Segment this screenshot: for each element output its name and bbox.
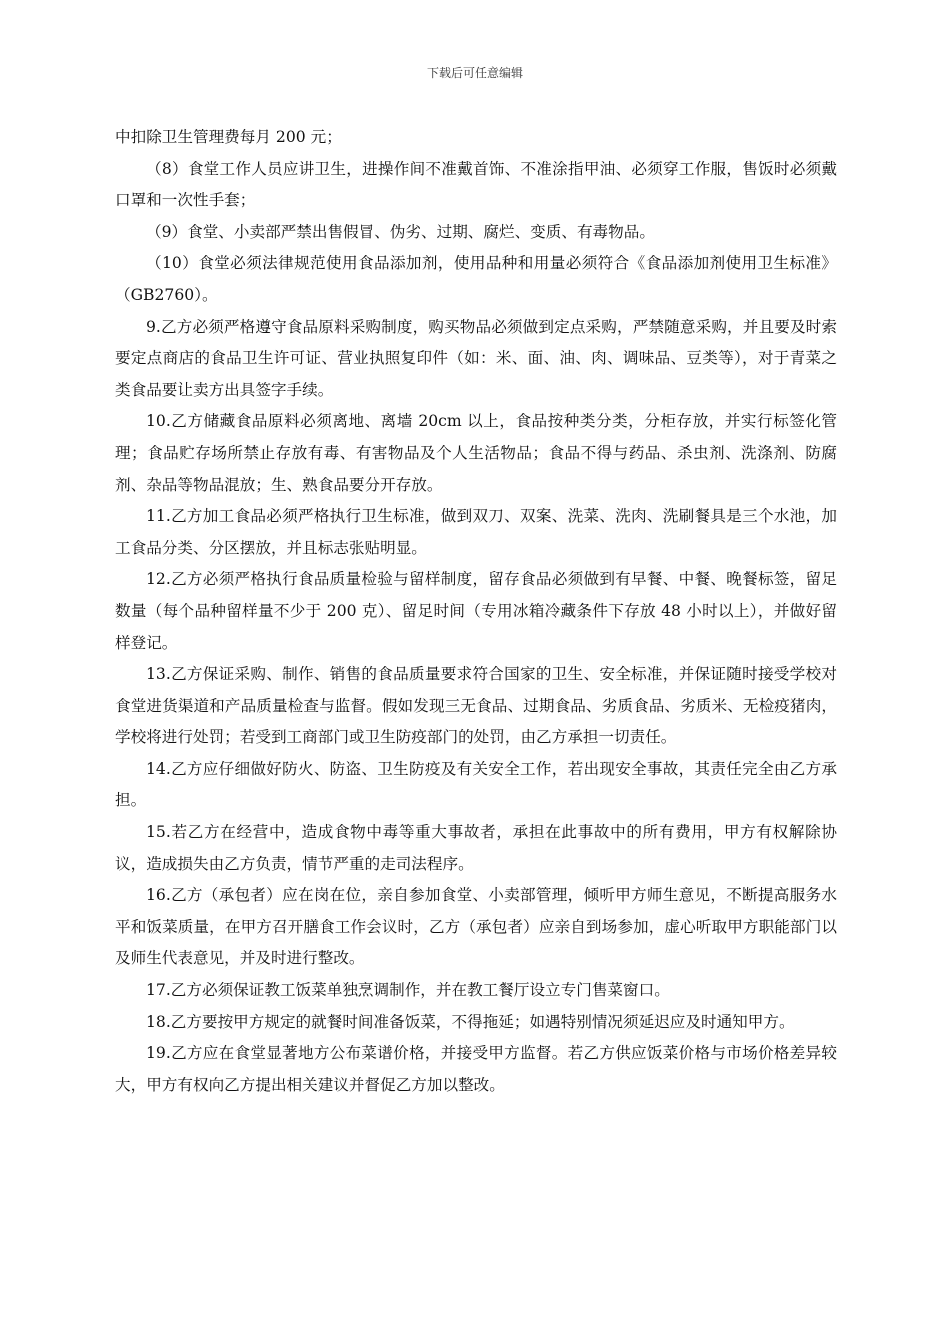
paragraph: 12.乙方必须严格执行食品质量检验与留样制度，留存食品必须做到有早餐、中餐、晚餐标签，留足数量（每个品种留样量不少于 200 克）、留足时间（专用冰箱冷藏条件下存放 48 小时以上），并做好留样登记。 [115,570,837,652]
paragraph: （10）食堂必须法律规范使用食品添加剂，使用品种和用量必须符合《食品添加剂使用卫生标准》（GB2760）。 [115,254,837,304]
paragraph: 11.乙方加工食品必须严格执行卫生标准，做到双刀、双案、洗菜、洗肉、洗刷餐具是三个水池，加工食品分类、分区摆放，并且标志张贴明显。 [115,507,837,557]
paragraph: 14.乙方应仔细做好防火、防盗、卫生防疫及有关安全工作，若出现安全事故，其责任完全由乙方承担。 [115,759,837,810]
paragraph: （8）食堂工作人员应讲卫生，进操作间不准戴首饰、不准涂指甲油、必须穿工作服，售饭时必须戴口罩和一次性手套； [115,159,837,210]
page-header: 下载后可任意编辑 [426,66,523,80]
paragraph: 9.乙方必须严格遵守食品原料采购制度，购买物品必须做到定点采购，严禁随意采购，并且要及时索要定点商店的食品卫生许可证、营业执照复印件（如：米、面、油、肉、调味品、豆类等），对于青菜之类食品要让卖方出具签字手续。 [115,317,837,399]
paragraph: 15.若乙方在经营中，造成食物中毒等重大事故者，承担在此事故中的所有费用，甲方有权解除协议，造成损失由乙方负责，情节严重的走司法程序。 [115,823,837,873]
paragraph: 10.乙方储藏食品原料必须离地、离墙 20cm 以上，食品按种类分类，分柜存放，并实行标签化管理；食品贮存场所禁止存放有毒、有害物品及个人生活物品；食品不得与药品、杀虫剂、洗涤剂、防腐剂、杂品等物品混放；生、熟食品要分开存放。 [115,412,837,494]
paragraph: 19.乙方应在食堂显著地方公布菜谱价格，并接受甲方监督。若乙方供应饭菜价格与市场价格差异较大，甲方有权向乙方提出相关建议并督促乙方加以整改。 [115,1044,837,1094]
paragraph: （9）食堂、小卖部严禁出售假冒、伪劣、过期、腐烂、变质、有毒物品。 [146,222,655,241]
document-body [115,122,837,1101]
paragraph: 18.乙方要按甲方规定的就餐时间准备饭菜，不得拖延；如遇特别情况须延迟应及时通知甲方。 [146,1012,795,1031]
paragraph: 13.乙方保证采购、制作、销售的食品质量要求符合国家的卫生、安全标准，并保证随时接受学校对食堂进货渠道和产品质量检查与监督。假如发现三无食品、过期食品、劣质食品、劣质米、无检疫猪肉，学校将进行处罚；若受到工商部门或卫生防疫部门的处罚，由乙方承担一切责任。 [115,665,837,747]
paragraph: 17.乙方必须保证教工饭菜单独烹调制作，并在教工餐厅设立专门售菜窗口。 [146,981,670,1000]
paragraph: 16.乙方（承包者）应在岗在位，亲自参加食堂、小卖部管理，倾听甲方师生意见，不断提高服务水平和饭菜质量，在甲方召开膳食工作会议时，乙方（承包者）应亲自到场参加，虚心听取甲方职能部门以及师生代表意见，并及时进行整改。 [115,886,837,968]
paragraph: 中扣除卫生管理费每月 200 元； [115,128,342,146]
